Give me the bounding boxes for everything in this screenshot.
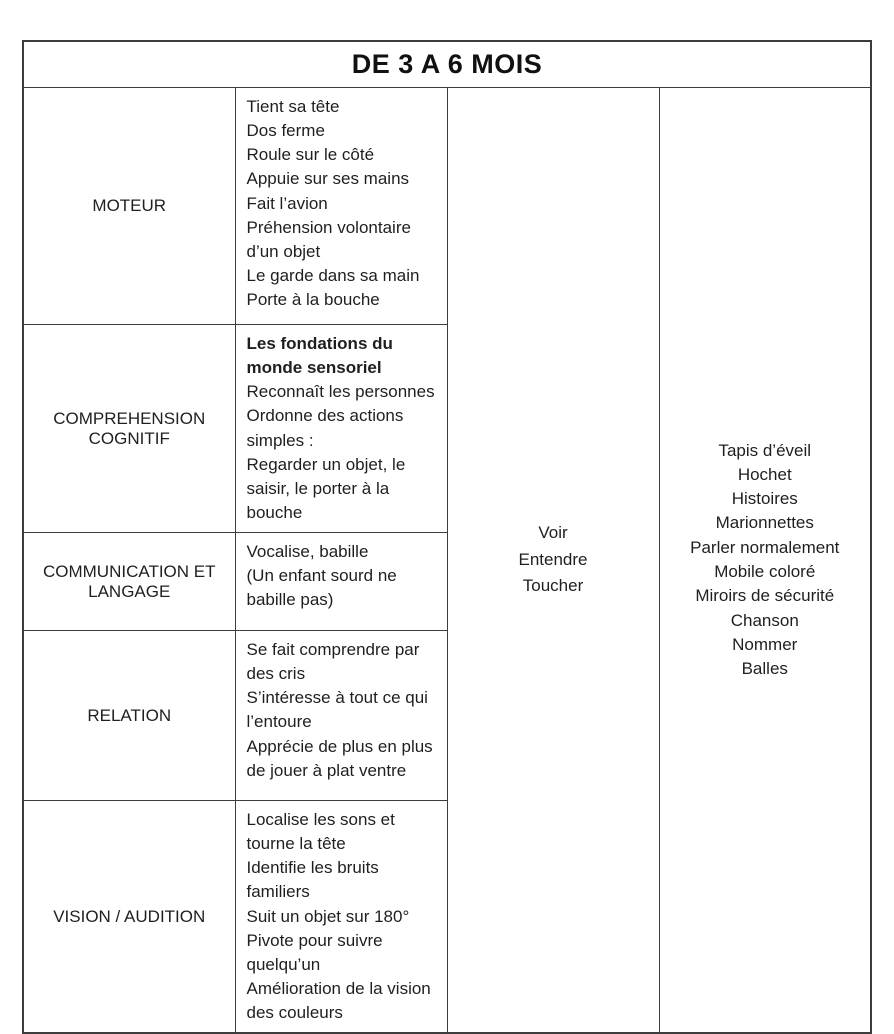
details-lines — [247, 808, 437, 1025]
text-line: Toucher — [522, 576, 584, 596]
text-line: Suit un objet sur 180° — [246, 906, 410, 926]
details-cell-moteur — [235, 88, 447, 325]
text-line: Porte à la bouche — [246, 290, 380, 309]
category-cell-comprehension-cognitif: COMPREHENSION COGNITIF — [23, 325, 235, 533]
senses-cell — [447, 88, 659, 1034]
details-cell-vision-audition — [235, 801, 447, 1034]
category-cell-vision-audition: VISION / AUDITION — [23, 801, 235, 1034]
table-title: DE 3 A 6 MOIS — [23, 41, 871, 88]
details-lead: Les fondations du monde sensoriel — [246, 334, 393, 378]
text-line: (Un enfant sourd ne babille pas) — [246, 566, 397, 610]
category-cell-communication-langage: COMMUNICATION ET LANGAGE — [23, 533, 235, 631]
text-line: Voir — [538, 522, 568, 542]
details-lines — [247, 95, 437, 312]
text-line: Préhension volontaire d’un objet — [246, 217, 411, 261]
text-line: Miroirs de sécurité — [695, 586, 835, 606]
text-line: Histoires — [731, 489, 798, 509]
text-line: Amélioration de la vision des couleurs — [246, 978, 431, 1022]
text-line: Parler normalement — [690, 537, 840, 557]
text-line: Dos ferme — [246, 121, 325, 141]
text-line: Tapis d’éveil — [718, 440, 812, 460]
text-line: Hochet — [737, 464, 792, 484]
text-line: Fait l’avion — [246, 193, 328, 213]
text-line: Pivote pour suivre quelqu’un — [246, 930, 383, 974]
text-line: Se fait comprendre par des cris — [246, 640, 420, 684]
development-table — [22, 40, 872, 1034]
details-cell-comprehension-cognitif — [235, 325, 447, 533]
text-line: Ordonne des actions simples : — [246, 406, 404, 450]
details-lines — [247, 540, 437, 612]
text-line: Chanson — [730, 610, 799, 630]
text-line: Regarder un objet, le saisir, le porter à la bouche — [246, 454, 406, 522]
text-line: Appuie sur ses mains — [246, 169, 410, 189]
category-cell-moteur: MOTEUR — [23, 88, 235, 325]
category-cell-relation: RELATION — [23, 631, 235, 801]
activities-cell — [659, 88, 871, 1034]
text-line: Entendre — [518, 549, 588, 569]
details-lines — [247, 380, 437, 525]
details-cell-relation — [235, 631, 447, 801]
text-line: Vocalise, babille — [246, 542, 369, 561]
text-line: Le garde dans sa main — [246, 265, 420, 285]
text-line: S’intéresse à tout ce qui l’entoure — [246, 688, 428, 732]
text-line: Mobile coloré — [714, 562, 816, 582]
details-lines — [247, 638, 437, 783]
text-line: Marionnettes — [715, 513, 814, 533]
text-line: Tient sa tête — [246, 97, 340, 116]
details-cell-communication-langage — [235, 533, 447, 631]
table-row — [23, 88, 871, 325]
text-line: Identifie les bruits familiers — [246, 858, 379, 902]
text-line: Balles — [741, 659, 788, 679]
text-line: Localise les sons et tourne la tête — [246, 810, 395, 854]
text-line: Nommer — [732, 634, 798, 654]
header-row — [23, 41, 871, 88]
text-line: Roule sur le côté — [246, 145, 375, 165]
text-line: Reconnaît les personnes — [246, 382, 435, 402]
text-line: Apprécie de plus en plus de jouer à plat ventre — [246, 736, 433, 780]
